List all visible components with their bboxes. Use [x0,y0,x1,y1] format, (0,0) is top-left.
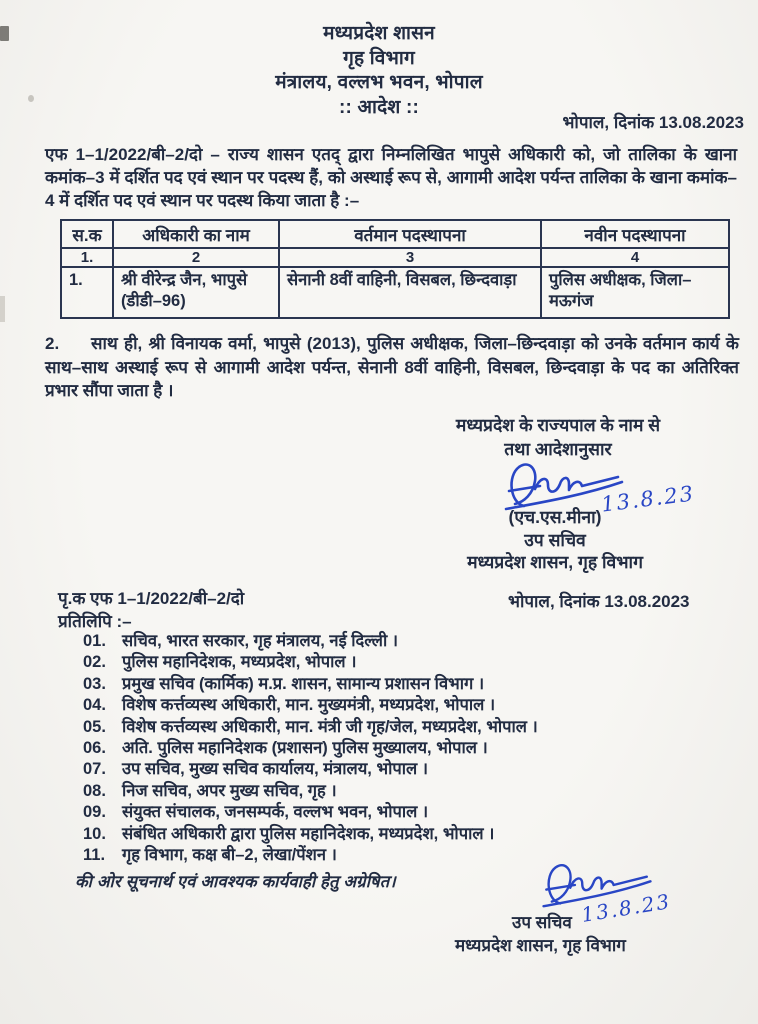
header-current-posting: वर्तमान पदस्थापना [279,220,541,248]
department-name: गृह विभाग [343,47,415,69]
item-number: 09. [83,803,106,822]
item-text: विशेष कर्त्तव्यस्थ अधिकारी, मान. मुख्यमंत्री, मध्यप्रदेश, भोपाल । [122,696,496,715]
by-order-line-2: तथा आदेशानुसार [504,439,612,459]
item-number: 03. [83,674,106,693]
item-text: सचिव, भारत सरकार, गृह मंत्रालय, नई दिल्ली । [122,632,399,650]
paragraph-text: साथ ही, श्री विनायक वर्मा, भापुसे (2013), पुलिस अधीक्षक, जिला–छिन्दवाड़ा को उनके वर्तमान कार्य के साथ–साथ अस्थाई रूप से आगामी आदेश पर्यन्त, सेनानी 8वीं वाहिनी, विसबल, छिन्दवाड़ा के पद का अतिरिक्त प्रभार सौंपा जाता है । [45,334,739,400]
item-number: 10. [83,824,106,843]
place-date-line: भोपाल, दिनांक 13.08.2023 [562,113,744,132]
list-item [83,759,733,780]
item-number: 06. [83,739,106,758]
colnum-1: 1. [61,248,113,267]
posting-table [60,219,730,319]
list-item [83,824,733,845]
endorsement-place-date: भोपाल, दिनांक 13.08.2023 [508,592,690,611]
document-type-title: :: आदेश :: [338,96,420,118]
letterhead [0,22,758,120]
list-item [83,631,733,652]
by-order-line-1: मध्यप्रदेश के राज्यपाल के नाम से [455,415,661,435]
item-number: 02. [83,653,106,672]
item-number: 05. [83,717,106,736]
paragraph-number: 2. [45,334,60,353]
item-text: संयुक्त संचालक, जनसम्पर्क, वल्लभ भवन, भोपाल । [122,803,429,822]
handwritten-date: 13.8.23 [579,889,673,927]
list-item [83,695,733,716]
forwarding-note: की ओर सूचनार्थ एवं आवश्यक कार्यवाही हेतु अग्रेषित। [75,873,396,891]
signatory-designation: उप सचिव [524,530,586,550]
header-new-posting: नवीन पदस्थापना [541,220,729,248]
by-order-block [408,413,708,461]
item-text: संबंधित अधिकारी द्वारा पुलिस महानिदेशक, मध्यप्रदेश, भोपाल । [122,824,495,843]
signatory-name: (एच.एस.मीना) [508,507,602,527]
table-row [61,267,729,318]
endorsement-reference: पृ.क एफ 1–1/2022/बी–2/दो [58,589,245,608]
item-text: प्रमुख सचिव (कार्मिक) म.प्र. शासन, सामान्य प्रशासन विभाग । [122,674,485,693]
item-text: पुलिस महानिदेशक, मध्यप्रदेश, भोपाल । [122,653,357,672]
office-address: मंत्रालय, वल्लभ भवन, भोपाल [275,72,483,93]
footer-signatory-designation: उप सचिव [512,913,572,932]
item-number: 04. [83,696,106,715]
list-item [83,674,733,695]
order-paragraph-1: एफ 1–1/2022/बी–2/दो – राज्य शासन एतद् द्वारा निम्नलिखित भापुसे अधिकारी को, जो तालिका के खाना कमांक–3 में दर्शित पद एवं स्थान पर पदस्थ हैं, को अस्थाई रूप से, आगामी आदेश पर्यन्त तालिका के खाना कमांक–4 में दर्शित पद एवं स्थान पर पदस्थ किया जाता है :– [45,145,737,210]
item-number: 08. [83,781,106,800]
item-text: निज सचिव, अपर मुख्य सचिव, गृह । [122,781,337,800]
scan-smudge [0,296,5,322]
signatory-organization: मध्यप्रदेश शासन, गृह विभाग [467,552,643,572]
cell-serial: 1. [61,267,113,318]
item-number: 07. [83,760,106,779]
item-number: 11. [83,846,106,865]
copy-distribution-list [83,631,733,866]
header-officer-name: अधिकारी का नाम [113,220,279,248]
cell-new-posting: पुलिस अधीक्षक, जिला–मऊगंज [541,267,729,318]
list-item [83,652,733,673]
footer-signatory-organization: मध्यप्रदेश शासन, गृह विभाग [455,936,626,955]
order-paragraph-2 [45,332,739,403]
item-number: 01. [83,632,106,650]
colnum-3: 3 [279,248,541,267]
colnum-2: 2 [113,248,279,267]
item-text: गृह विभाग, कक्ष बी–2, लेखा/पेंशन । [122,846,337,865]
list-item [83,802,733,823]
header-serial: स.क [61,220,113,248]
table-header-row [61,220,729,248]
item-text: विशेष कर्त्तव्यस्थ अधिकारी, मान. मंत्री जी गृह/जेल, मध्यप्रदेश, भोपाल । [122,717,538,736]
column-number-row [61,248,729,267]
list-item [83,738,733,759]
item-text: उप सचिव, मुख्य सचिव कार्यालय, मंत्रालय, भोपाल । [122,760,429,779]
cell-current-posting: सेनानी 8वीं वाहिनी, विसबल, छिन्दवाड़ा [279,267,541,318]
list-item [83,781,733,802]
list-item [83,717,733,738]
copies-label: प्रतिलिपि :– [58,612,132,631]
government-name: मध्यप्रदेश शासन [323,23,435,44]
item-text: अति. पुलिस महानिदेशक (प्रशासन) पुलिस मुख्यालय, भोपाल । [122,739,488,758]
handwritten-date: 13.8.23 [599,481,697,517]
colnum-4: 4 [541,248,729,267]
cell-officer-name: श्री वीरेन्द्र जैन, भापुसे (डीडी–96) [113,267,279,318]
